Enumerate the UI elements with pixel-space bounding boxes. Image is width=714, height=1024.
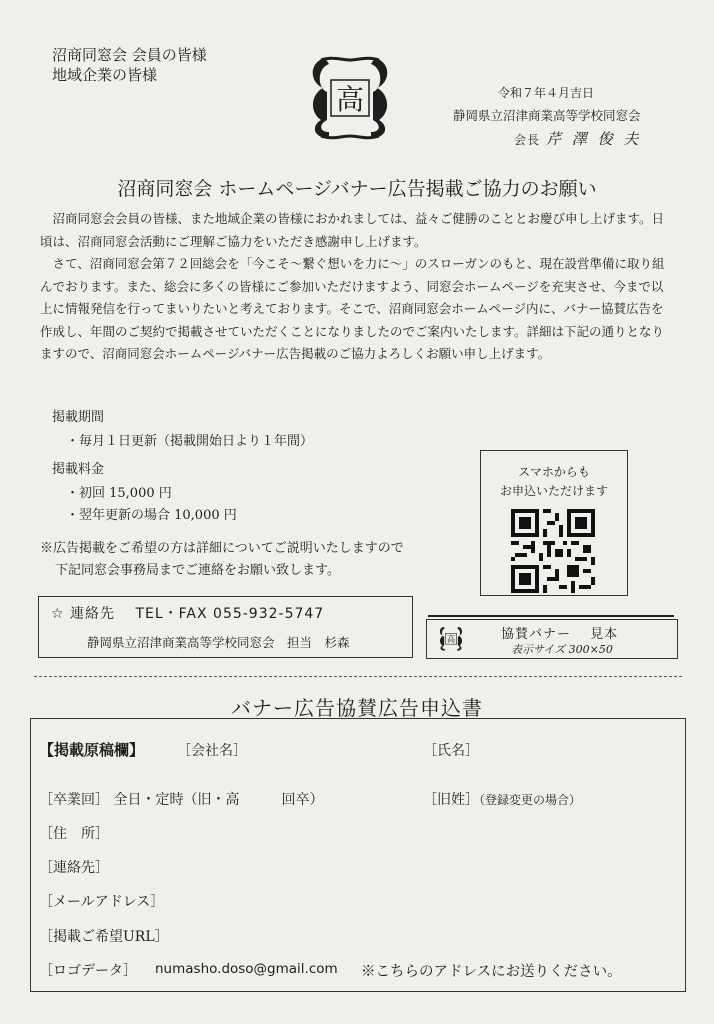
banner-emblem-icon (437, 625, 465, 652)
contact-box (38, 596, 413, 658)
period-item: ・毎月１日更新（掲載開始日より１年間） (66, 434, 314, 449)
note-line-2: 下記同窓会事務局までご連絡をお願い致します。 (55, 563, 340, 578)
addressee-members: 沼商同窓会 会員の皆様 (52, 46, 207, 64)
school-emblem (303, 52, 397, 142)
company-field[interactable]: ［会社名］ (177, 743, 247, 759)
qr-text-1: スマホからも (518, 465, 590, 479)
form-section-label: 【掲載原稿欄】 (39, 741, 145, 759)
fee-label: 掲載料金 (52, 462, 105, 477)
logo-note: ※こちらのアドレスにお送りください。 (361, 964, 622, 980)
contact-phone: ☆ 連絡先 TEL・FAX 055-932-5747 (51, 606, 325, 622)
president (514, 128, 641, 149)
fee-item-renewal: ・翌年更新の場合 10,000 円 (66, 508, 237, 523)
former-name-field[interactable] (423, 789, 581, 809)
note-line-1: ※広告掲載をご希望の方は詳細についてご説明いたしますので (40, 541, 404, 556)
name-field[interactable]: ［氏名］ (423, 743, 479, 759)
banner-sample (426, 619, 678, 659)
former-name-label: ［旧姓］ (423, 792, 479, 808)
period-label: 掲載期間 (52, 410, 105, 425)
logo-email-link[interactable]: numasho.doso@gmail.com (155, 961, 338, 977)
page-title: 沼商同窓会 ホームページバナー広告掲載ご協力のお願い (117, 178, 597, 200)
qr-box (480, 450, 628, 596)
form-title: バナー広告協賛広告申込書 (231, 696, 483, 720)
contact-person: 静岡県立沼津商業高等学校同窓会 担当 杉森 (87, 635, 350, 650)
svg-text:高: 高 (335, 83, 365, 116)
banner-size: 表示サイズ 300×50 (511, 643, 613, 656)
body-text (40, 208, 672, 366)
banner-label: 協賛バナー 見本 (501, 627, 619, 642)
president-label: 会長 (514, 133, 541, 147)
application-form (30, 718, 686, 992)
qr-code[interactable] (511, 509, 595, 593)
issue-date: 令和７年４月吉日 (498, 86, 595, 100)
logo-data-label: ［ロゴデータ］ (39, 963, 137, 979)
qr-text-2: お申込いただけます (499, 484, 608, 498)
addressee-companies: 地域企業の皆様 (52, 66, 158, 84)
contact-field[interactable]: ［連絡先］ (39, 860, 109, 876)
address-field[interactable]: ［住 所］ (39, 826, 109, 842)
email-field[interactable]: ［メールアドレス］ (39, 894, 165, 910)
body-paragraph-1: 沼商同窓会会員の皆様、また地域企業の皆様におかれましては、益々ご健勝のこととお慶び申し上げます。日頃は、沼商同窓会活動にご理解ご協力をいただき感謝申し上げます。 (40, 211, 665, 249)
cut-line (34, 676, 682, 677)
svg-text:高: 高 (446, 634, 456, 645)
organization-name: 静岡県立沼津商業高等学校同窓会 (453, 108, 641, 123)
former-name-note: （登録変更の場合） (479, 793, 582, 807)
graduation-field[interactable]: ［卒業回］ 全日・定時（旧・高 回卒） (39, 792, 324, 808)
banner-divider (428, 615, 674, 617)
body-paragraph-2: さて、沼商同窓会第７２回総会を「今こそ～繋ぐ想いを力に～」のスローガンのもと、現在設営準備に取り組んでおります。また、総会に多くの皆様にご参加いただけますよう、同窓会ホームページを充実させ、今まで以上に情報発信を行ってまいりたいと考えております。そこで、沼商同窓会ホームページ内に、バナー協賛広告を作成し、年間のご契約で掲載させていただくことになりましたのでご案内いたします。詳細は下記の通りとなりますので、沼商同窓会ホームページバナー広告掲載のご協力よろしくお願い申し上げます。 (40, 256, 665, 361)
fee-item-initial: ・初回 15,000 円 (66, 486, 172, 501)
president-name: 芹 澤 俊 夫 (546, 130, 642, 148)
url-field[interactable]: ［掲載ご希望URL］ (39, 929, 169, 945)
